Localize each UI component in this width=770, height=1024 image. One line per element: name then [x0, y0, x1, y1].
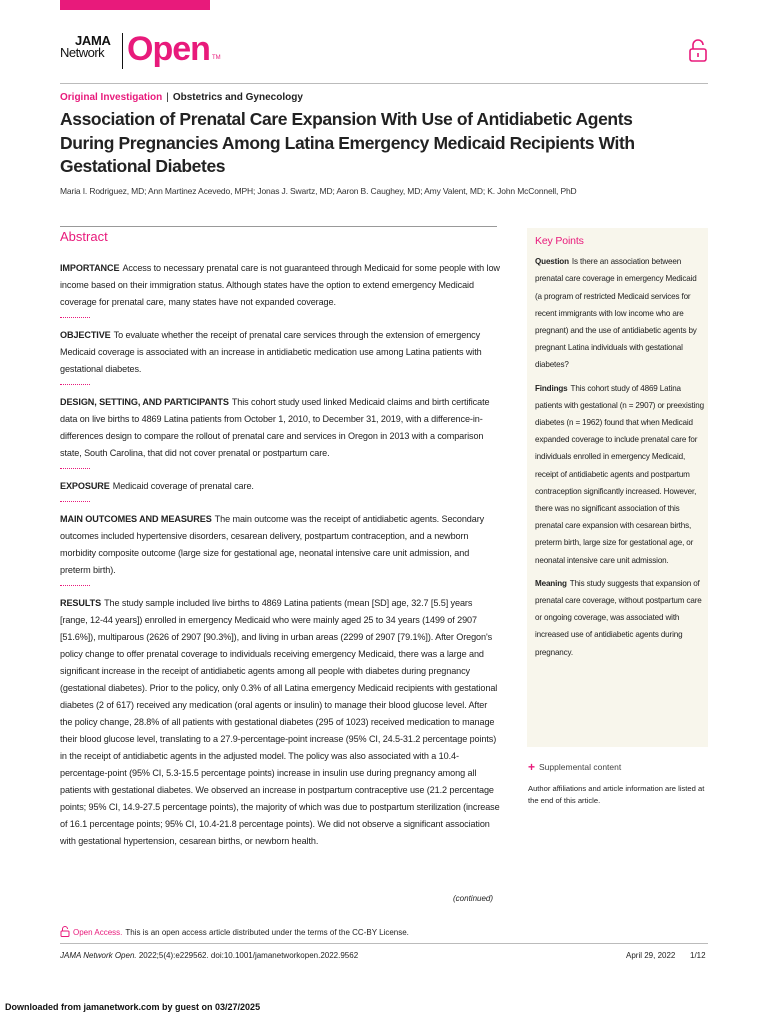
abstract-results: [60, 595, 500, 850]
article-subject[interactable]: Obstetrics and Gynecology: [172, 92, 303, 103]
key-point-lead: Meaning: [535, 578, 567, 588]
key-point-question: [535, 253, 705, 373]
logo-divider: [122, 33, 123, 69]
logo-open-text: Open: [127, 30, 210, 68]
affiliations-note: Author affiliations and article information are listed at the end of this article.: [528, 784, 705, 805]
section-divider: [60, 585, 90, 586]
key-point-meaning: [535, 575, 705, 661]
section-text: Medicaid coverage of prenatal care.: [112, 481, 254, 491]
section-lead: IMPORTANCE: [60, 263, 120, 273]
article-type[interactable]: Original Investigation: [60, 92, 163, 103]
abstract-divider: [60, 226, 497, 227]
journal-name: JAMA Network Open.: [60, 951, 137, 960]
header-divider: [60, 83, 708, 84]
supplemental-label: Supplemental content: [539, 762, 622, 772]
section-lead: OBJECTIVE: [60, 330, 111, 340]
key-points-box: [527, 228, 708, 747]
author-list: Maria I. Rodriguez, MD; Ann Martinez Acevedo, MPH; Jonas J. Swartz, MD; Aaron B. Caughey, MD; Amy Valent, MD; K. John McConnell, PhD: [60, 186, 577, 196]
open-access-statement: [60, 926, 409, 937]
footer-divider: [60, 943, 708, 944]
logo-jama-text: JAMA: [75, 33, 111, 48]
article-title: Association of Prenatal Care Expansion With Use of Antidiabetic Agents During Pregnancies Among Latina Emergency Medicaid Recipients With Gestational Diabetes: [60, 109, 635, 176]
key-points-heading: Key Points: [535, 235, 584, 247]
supplemental-content-link[interactable]: [528, 760, 621, 774]
continued-note: (continued): [453, 894, 494, 903]
key-point-text: Is there an association between prenatal care coverage in emergency Medicaid (a program of restricted Medicaid services for recent immigrants with low income who are pregnant) and the use of antidiabetic agents by pregnant Latina individuals with gestational diabetes?: [535, 257, 697, 370]
abstract-heading: Abstract: [60, 229, 108, 244]
key-point-text: This cohort study of 4869 Latina patients with gestational (n = 2907) or preexisting diabetes (n = 1962) found that when Medicaid expanded coverage to include prenatal care for individuals enrolled in emergency Medicaid, receipt of antidiabetic agents and postpartum contraception significantly increased. However, there was no significant association of this prenatal care expansion with cesarean births, preterm birth, large size for gestational age, or neonatal intensive care unit admission.: [535, 383, 704, 565]
section-divider: [60, 317, 90, 318]
section-lead: MAIN OUTCOMES AND MEASURES: [60, 514, 212, 524]
section-lead: RESULTS: [60, 598, 102, 608]
citation-line: [60, 951, 358, 960]
article-category-line: [60, 92, 303, 103]
section-text: To evaluate whether the receipt of prenatal care services through the extension of emergency Medicaid coverage is associated with an increase in antidiabetic medication use among Latina patients with gestational diabetes.: [60, 330, 482, 374]
abstract-outcomes: [60, 511, 500, 579]
publication-date: April 29, 2022: [626, 951, 676, 960]
key-points-content: [535, 233, 705, 667]
abstract-exposure: [60, 478, 500, 495]
plus-icon: +: [528, 760, 536, 774]
open-access-text: This is an open access article distributed under the terms of the CC-BY License.: [125, 928, 409, 937]
section-lead: EXPOSURE: [60, 481, 110, 491]
category-separator: |: [166, 92, 169, 103]
abstract-design: [60, 394, 500, 462]
open-access-label[interactable]: Open Access.: [73, 928, 123, 937]
section-divider: [60, 468, 90, 469]
key-point-lead: Findings: [535, 383, 568, 393]
logo-trademark: TM: [212, 55, 221, 61]
section-divider: [60, 501, 90, 502]
logo-network-text: Network: [60, 45, 105, 60]
citation-details: 2022;5(4):e229562. doi:10.1001/jamanetworkopen.2022.9562: [138, 951, 359, 960]
section-text: The main outcome was the receipt of antidiabetic agents. Secondary outcomes included hypertensive disorders, cesarean delivery, postpartum contraception, and a newborn morbidity composite outcome (large size for gestational age, neonatal intensive care unit admission, and preterm birth).: [60, 514, 485, 575]
open-lock-icon: [60, 926, 70, 937]
section-text: This cohort study used linked Medicaid claims and birth certificate data on live births to 4869 Latina patients from October 1, 2010, to December 31, 2019, with a difference-in-differences design to compare the rollout of prenatal care and services in Oregon in 2013 with a comparison state, South Carolina, that did not cover prenatal or postpartum care.: [60, 397, 490, 458]
abstract-body: [60, 260, 500, 850]
section-text: The study sample included live births to 4869 Latina patients (mean [SD] age, 32.7 [5.5] years [range, 12-44 years]) enrolled in emergency Medicaid who were mainly aged 25 to 34 years (1499 of 2907 [51.6%]), multiparous (2626 of 2907 [90.3%]), and living in urban areas (2299 of 2907 [79.1%]). After Oregon's policy change to offer prenatal coverage to individuals receiving emergency Medicaid, there was a large and significant increase in the receipt of antidiabetic agents among all people with diabetes during pregnancy (gestational diabetes). Prior to the policy, only 0.3% of all Latina emergency Medicaid recipients with gestational diabetes (2 of 617) received any medication (oral agents or insulin) to manage their blood glucose level. After the policy change, 28.8% of all patients with gestational diabetes (295 of 1023) received medication to manage their blood glucose level, translating to a 27.9-percentage-point increase (95% CI, 24.5-31.2 percentage points) in the receipt of antidiabetic agents in the adjusted model. The policy was also associated with a 10.4-percentage-point (95% CI, 5.3-15.5 percentage points) increase in insulin use during pregnancy among all patients with gestational diabetes. We observed an increase in postpartum contraceptive use (21.2 percentage points; 95% CI, 14.9-27.5 percentage points), the majority of which was due to postpartum sterilization (increase of 16.1 percentage points; 95% CI, 10.4-21.8 percentage points). We did not observe a significant association with gestational hypertension, cesarean births, or newborn health.: [60, 598, 500, 846]
page-number: 1/12: [690, 951, 706, 960]
section-lead: DESIGN, SETTING, AND PARTICIPANTS: [60, 397, 229, 407]
section-divider: [60, 384, 90, 385]
key-point-findings: [535, 380, 705, 569]
download-notice: Downloaded from jamanetwork.com by guest on 03/27/2025: [5, 1002, 261, 1012]
key-point-lead: Question: [535, 257, 569, 267]
abstract-objective: [60, 327, 500, 378]
open-access-lock-icon: [688, 38, 708, 62]
brand-top-bar: [60, 0, 210, 10]
abstract-importance: [60, 260, 500, 311]
section-text: Access to necessary prenatal care is not guaranteed through Medicaid for some people with low income based on their immigration status. Although states have the option to extend emergency Medicaid coverage for prenatal care, many states have not expanded coverage.: [60, 263, 500, 307]
key-point-text: This study suggests that expansion of prenatal care coverage, without postpartum care or ongoing coverage, was associated with increased use of antidiabetic agents during pregnancy.: [535, 578, 702, 657]
